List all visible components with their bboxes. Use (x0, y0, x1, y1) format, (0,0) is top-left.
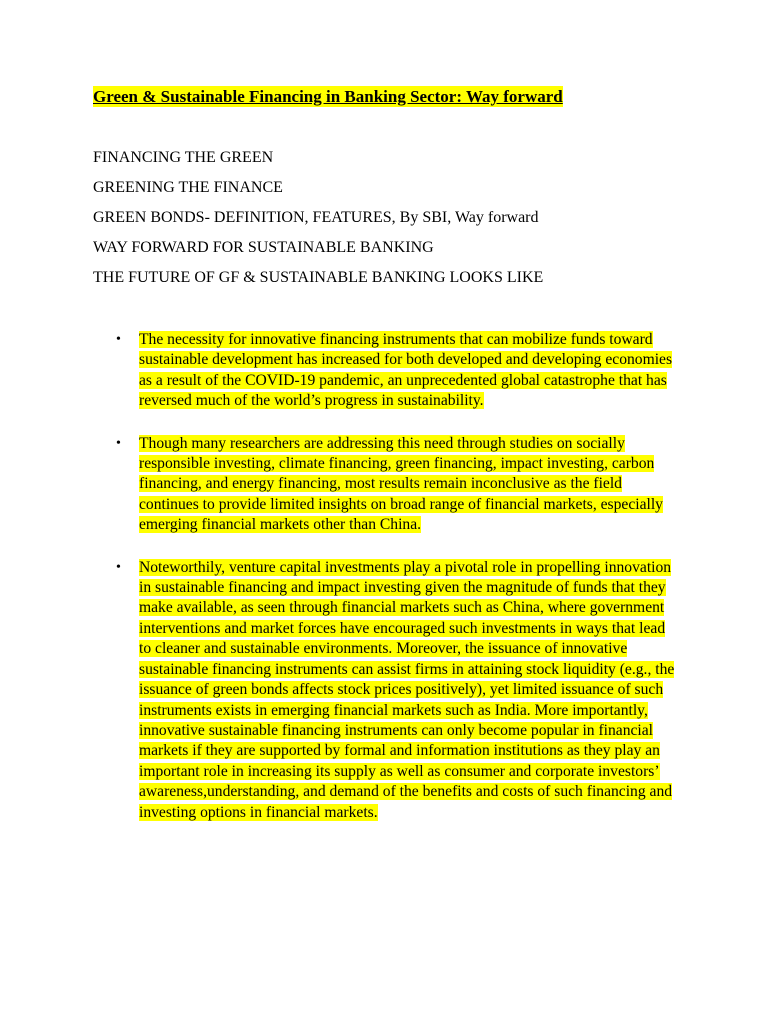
document-title: Green & Sustainable Financing in Banking Sector: Way forward (93, 87, 563, 106)
section-heading: GREENING THE FINANCE (93, 179, 283, 196)
bullet-item (110, 330, 680, 412)
section-heading: GREEN BONDS- DEFINITION, FEATURES, By SBI, Way forward (93, 209, 539, 226)
bullet-item (110, 558, 680, 823)
section-heading: FINANCING THE GREEN (93, 149, 274, 166)
bullet-icon: • (116, 559, 121, 575)
highlighted-paragraph: The necessity for innovative financing instruments that can mobilize funds toward sustainable development has increased for both developed and developing economies as a result of the COVID-19 pandemic, an unprecedented global catastrophe that has reversed much of the world’s progress in sustainability. (139, 331, 673, 410)
section-heading: WAY FORWARD FOR SUSTAINABLE BANKING (93, 239, 434, 256)
section-heading-list (93, 148, 543, 298)
section-heading: THE FUTURE OF GF & SUSTAINABLE BANKING LOOKS LIKE (93, 269, 544, 286)
bullet-icon: • (116, 332, 121, 347)
highlighted-paragraph: Though many researchers are addressing this need through studies on socially responsible investing, climate financing, green financing, impact investing, carbon financing, and energy financing, most results remain inconclusive as the field continues to provide limited insights on broad range of financial markets, especially emerging financial markets other than China. (139, 434, 663, 534)
highlighted-paragraph: Noteworthily, venture capital investments play a pivotal role in propelling innovation in sustainable financing and impact investing given the magnitude of funds that they make available, as seen through financial markets such as China, where government interventions and market forces have encouraged such investments in ways that lead to cleaner and sustainable environments. Moreover, the issuance of innovative sustainable financing instruments can assist firms in attaining stock liquidity (e.g., the issuance of green bonds affects stock prices positively), yet limited issuance of such instruments exists in emerging financial markets such as India. More importantly, innovative sustainable financing instruments can only become popular in financial markets if they are supported by formal and information institutions as they play an important role in increasing its supply as well as consumer and corporate investors’ awareness,understanding, and demand of the benefits and costs of such financing and investing options in financial markets. (139, 558, 675, 821)
bullet-icon: • (116, 435, 121, 451)
bullet-item (110, 434, 680, 536)
bullet-list (110, 330, 680, 845)
